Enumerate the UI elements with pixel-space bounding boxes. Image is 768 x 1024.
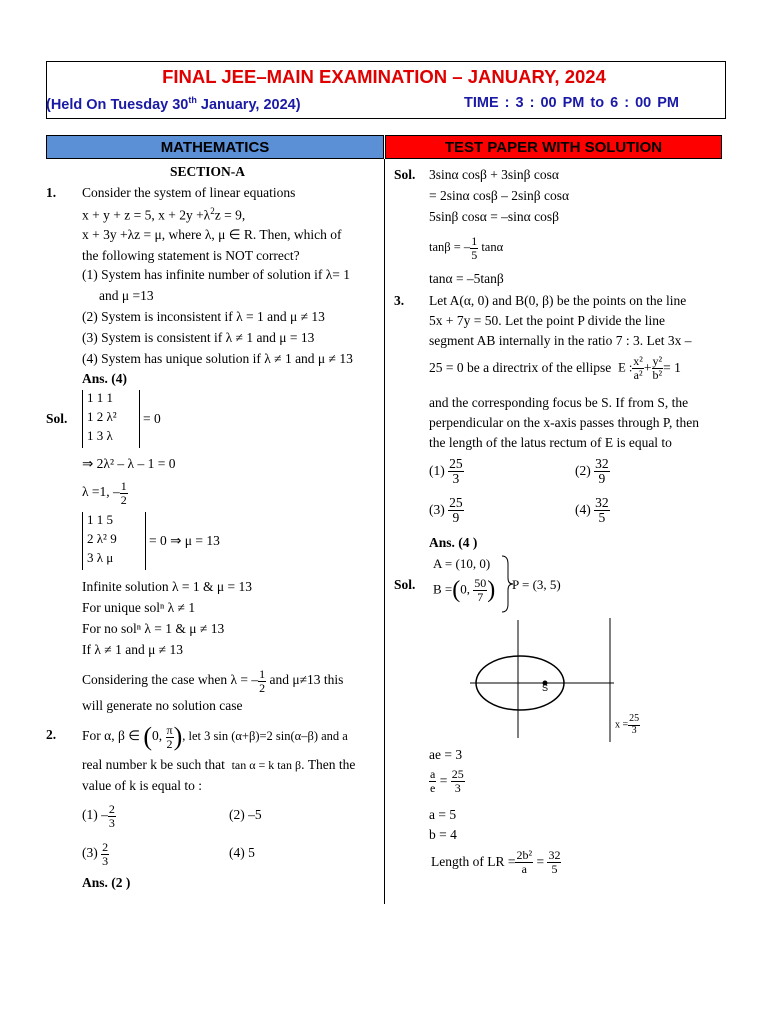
paren-close: ) (173, 722, 183, 751)
option-frac (448, 457, 464, 486)
q1-line2-sup: 2 (210, 206, 215, 216)
q2-sol-line2: = 2sinα cosβ – 2sinβ cosα (429, 188, 570, 203)
directrix-frac (628, 714, 640, 736)
paper-label: TEST PAPER WITH SOLUTION (444, 139, 663, 156)
directrix-label-x: x = (615, 719, 629, 731)
q3-option2 (575, 457, 610, 486)
q2-option1-label: (1) – (82, 807, 108, 823)
q3-line4 (429, 355, 681, 381)
q2-sol-line4 (429, 235, 503, 261)
subject-bar (46, 135, 384, 159)
paren-close: ) (487, 577, 496, 603)
frac-den: 9 (452, 510, 460, 526)
frac-num: 2 (102, 840, 109, 854)
q3-line4a: 25 = 0 be a directrix of the ellipse (429, 360, 612, 376)
q3-option3 (429, 496, 464, 525)
frac-den: 5 (471, 247, 478, 262)
q2-answer: Ans. (2 ) (82, 875, 131, 890)
frac-den: 3 (102, 853, 109, 868)
ellipse-x-frac (632, 355, 644, 381)
frac-den: 3 (631, 724, 637, 736)
frac-num: 25 (449, 456, 463, 471)
q1-line2a: x + y + z = 5, x + 2y +λ (82, 207, 211, 223)
q2-option3-frac (101, 841, 109, 867)
option-frac (594, 496, 610, 525)
option-label: (3) (429, 501, 445, 517)
frac-num: 25 (451, 767, 464, 781)
sol-step6: If λ ≠ 1 and μ ≠ 13 (82, 642, 183, 657)
point-P: P = (3, 5) (512, 577, 561, 592)
q3-line6: perpendicular on the x-axis passes through P, then (429, 415, 699, 430)
sol-step5: For no solⁿ λ = 1 & μ ≠ 13 (82, 621, 225, 636)
focus-label: S (542, 683, 549, 693)
frac-num: 32 (595, 495, 609, 510)
q2-line1b: , let 3 sin (α+β)=2 sin(α–β) and a (182, 729, 348, 744)
frac-den: 9 (598, 471, 606, 487)
q3-answer: Ans. (4 ) (429, 535, 478, 550)
frac-num: a (430, 767, 436, 781)
point-B (433, 577, 495, 604)
q1-option1: (1) System has infinite number of solution if λ= 1 (82, 267, 351, 282)
det1-row3: 1 3 λ (87, 428, 113, 443)
q3-line5: and the corresponding focus be S. If from S, the (429, 395, 689, 410)
sol-step2-frac (120, 480, 128, 506)
det1-row1: 1 1 1 (87, 390, 113, 405)
ellipse-figure (466, 618, 629, 742)
frac-den: 2 (259, 680, 266, 695)
sol-step7-text: Considering the case when λ = – (82, 672, 259, 688)
det2-row3: 3 λ μ (87, 550, 114, 565)
q1-option4: (4) System has unique solution if λ ≠ 1 and μ ≠ 13 (82, 351, 353, 366)
det2-row1: 1 1 5 (87, 512, 113, 527)
held-on-date (46, 95, 301, 113)
column-divider (384, 159, 385, 904)
lr-label: Length of LR = (431, 854, 516, 870)
option-label: (2) (575, 462, 591, 478)
q2-option1-frac (108, 803, 116, 829)
det1-equals: = 0 (143, 411, 161, 426)
eq-a: a = 5 (429, 807, 457, 822)
q2-interval: 0, (152, 728, 163, 744)
frac-num: y² (652, 354, 663, 368)
q2-sol-line3: 5sinβ cosα = –sinα cosβ (429, 209, 559, 224)
q2-option1 (82, 803, 116, 829)
frac-num: 1 (120, 479, 127, 493)
held-suffix: January, 2024) (196, 96, 301, 113)
plus: + (643, 360, 652, 376)
q2-sol-line4a: tanβ = – (429, 239, 471, 254)
sol-step7 (82, 668, 343, 694)
lr-value-frac (547, 849, 561, 875)
q1-line2 (82, 206, 245, 224)
q2-number: 2. (46, 727, 57, 742)
eq-ae: ae = 3 (429, 747, 463, 762)
frac-den: 2 (120, 492, 127, 507)
eq-b: b = 4 (429, 827, 457, 842)
option-label: (1) (429, 462, 445, 478)
q2-line2c: . Then the (301, 757, 356, 772)
option-frac (448, 496, 464, 525)
q2-option3-label: (3) (82, 845, 98, 861)
a-over-e-frac (429, 768, 436, 794)
ellipse-label: E : (618, 360, 633, 375)
q2-sol-line1: 3sinα cosβ + 3sinβ cosα (429, 167, 559, 182)
paper-bar (385, 135, 722, 159)
q2-line2 (82, 757, 355, 773)
frac-num: 32 (595, 456, 609, 471)
ellipse-y-frac (652, 355, 664, 381)
sol-step2-text: λ =1, – (82, 484, 120, 500)
held-sup: th (188, 95, 197, 105)
frac-den: 3 (108, 815, 115, 830)
frac-num: 2 (108, 802, 115, 816)
sol-step8: will generate no solution case (82, 698, 243, 713)
frac-num: π (166, 722, 173, 737)
q1-number: 1. (46, 185, 57, 200)
q3-line3: segment AB internally in the ratio 7 : 3. Let 3x – (429, 333, 692, 348)
q2-option2: (2) –5 (229, 807, 262, 822)
point-B-frac (473, 577, 487, 603)
equals-one: = 1 (663, 360, 681, 376)
frac-den: e (430, 780, 436, 795)
point-B-x: 0, (460, 581, 471, 597)
det2-row2: 2 λ² 9 (87, 531, 117, 546)
sol-step3: Infinite solution λ = 1 & μ = 13 (82, 579, 253, 594)
directrix-label (615, 714, 640, 736)
q1-line2b: z = 9, (214, 207, 246, 223)
q3-option1 (429, 457, 464, 486)
q2-option4: (4) 5 (229, 845, 255, 860)
exam-time: TIME : 3 : 00 PM to 6 : 00 PM (464, 95, 679, 111)
frac-num: 32 (548, 848, 561, 862)
q1-option2: (2) System is inconsistent if λ = 1 and μ ≠ 13 (82, 309, 325, 324)
frac-den: 7 (477, 590, 484, 604)
point-A: A = (10, 0) (433, 556, 491, 571)
value-frac (451, 768, 465, 794)
held-prefix: (Held On Tuesday 30 (46, 96, 189, 113)
sol-step1: ⇒ 2λ² – λ – 1 = 0 (82, 456, 176, 471)
option-frac (594, 457, 610, 486)
frac-num: 50 (474, 576, 487, 591)
sol-step2 (82, 480, 128, 506)
frac-num: 2b² (516, 848, 533, 862)
section-heading: SECTION-A (170, 164, 246, 179)
eq-latus-rectum (431, 849, 561, 875)
frac-num: 1 (471, 234, 478, 248)
q3-line1: Let A(α, 0) and B(0, β) be the points on the line (429, 293, 687, 308)
det1-row2: 1 2 λ² (87, 409, 117, 424)
frac-num: 25 (449, 495, 463, 510)
point-B-label: B = (433, 581, 453, 597)
sol-step4: For unique solⁿ λ ≠ 1 (82, 600, 196, 615)
frac-den: 3 (452, 471, 460, 487)
q1-option1-cont: and μ =13 (99, 288, 154, 303)
eq-a-over-e (429, 768, 465, 794)
frac-den: 5 (551, 861, 558, 876)
q1-line1: Consider the system of linear equations (82, 185, 296, 200)
frac-num: 25 (629, 713, 640, 724)
frac-den: 5 (598, 510, 606, 526)
exam-title: FINAL JEE–MAIN EXAMINATION – JANUARY, 2024 (162, 66, 606, 87)
q1-sol-label: Sol. (46, 411, 68, 426)
frac-den: 2 (166, 736, 173, 751)
q1-option3: (3) System is consistent if λ ≠ 1 and μ = 13 (82, 330, 315, 345)
q2-option3 (82, 841, 109, 867)
paren-open: ( (143, 722, 153, 751)
q3-option4 (575, 496, 610, 525)
q2-line2b: tan α = k tan β (231, 758, 302, 772)
q2-sol-label: Sol. (394, 167, 416, 182)
frac-den: a (521, 861, 527, 876)
q3-line7: the length of the latus rectum of E is equal to (429, 435, 672, 450)
q2-line2a: real number k be such that (82, 757, 225, 772)
subject-label: MATHEMATICS (160, 139, 270, 156)
q2-line1a: For α, β ∈ (82, 728, 140, 744)
q3-sol-label: Sol. (394, 577, 416, 592)
q2-line3: value of k is equal to : (82, 778, 202, 793)
q2-sol-line4b: tanα (481, 239, 504, 254)
q2-line1 (82, 722, 348, 752)
option-label: (4) (575, 501, 591, 517)
equals: = (536, 854, 545, 870)
determinant-1 (82, 390, 140, 448)
sol-step7-frac (258, 668, 266, 694)
q3-number: 3. (394, 293, 405, 308)
lr-frac (515, 849, 533, 875)
frac-num: x² (633, 354, 643, 368)
q1-line3: x + 3y +λz = μ, where λ, μ ∈ R. Then, which of (82, 227, 342, 242)
q2-sol-line4-frac (470, 235, 478, 261)
q1-answer: Ans. (4) (82, 371, 128, 386)
sol-step7-rest: and μ≠13 this (266, 672, 344, 688)
paren-open: ( (452, 577, 461, 603)
equals: = (439, 773, 448, 789)
q2-sol-line5: tanα = –5tanβ (429, 271, 504, 286)
q2-pi-frac (166, 724, 174, 750)
det2-equals: = 0 ⇒ μ = 13 (149, 533, 220, 548)
determinant-2 (82, 512, 146, 570)
frac-den: b² (652, 367, 663, 382)
q3-line2: 5x + 7y = 50. Let the point P divide the line (429, 313, 665, 328)
q1-line4: the following statement is NOT correct? (82, 248, 300, 263)
frac-den: 3 (454, 780, 461, 795)
frac-num: 1 (259, 667, 266, 681)
frac-den: a² (633, 367, 643, 382)
